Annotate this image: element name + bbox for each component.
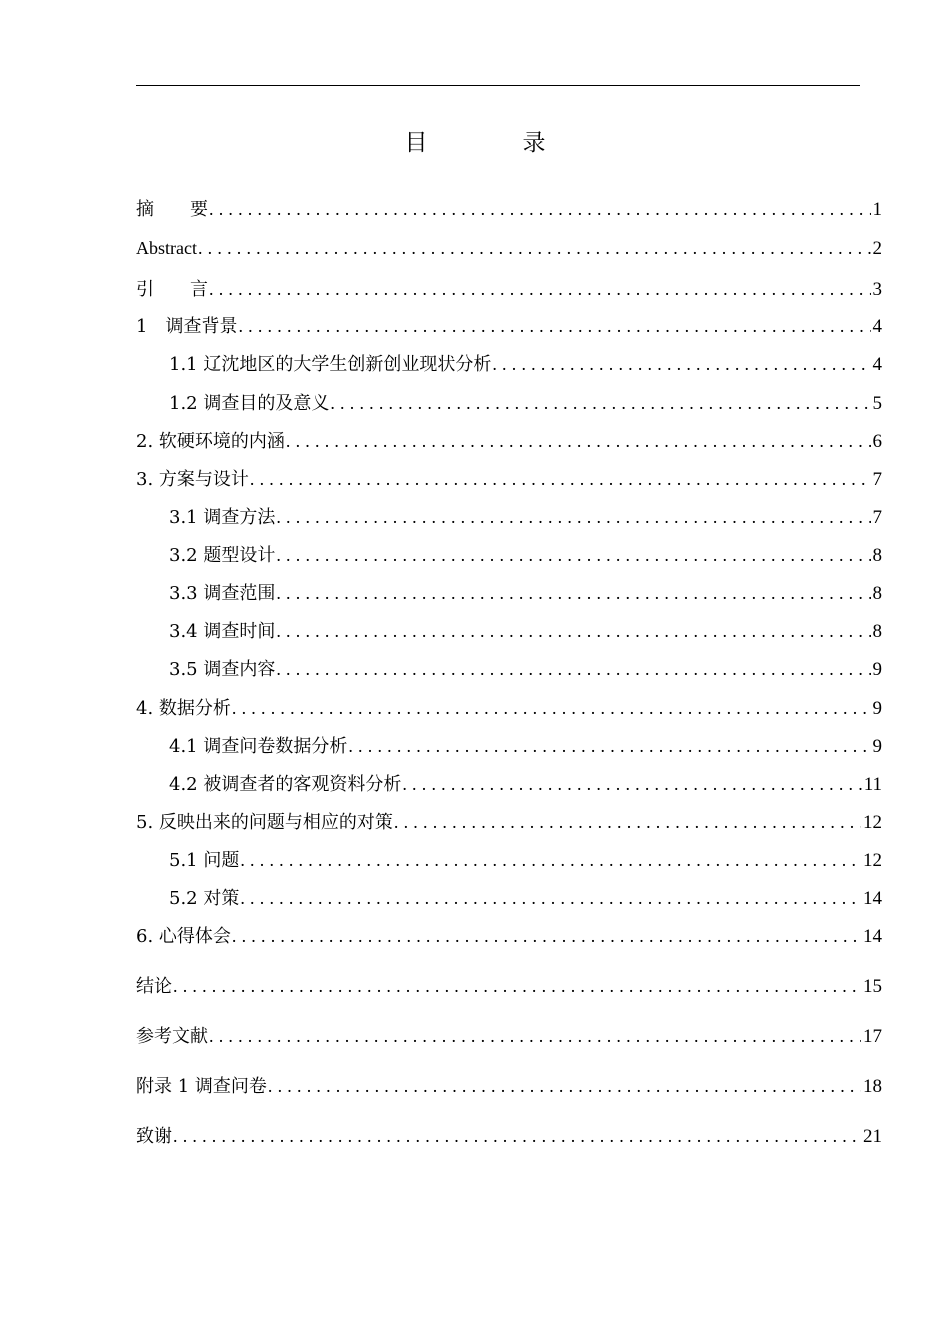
toc-entry-label: 结论 [136, 976, 172, 997]
toc-leader-dots [285, 428, 871, 454]
toc-entry[interactable] [136, 1073, 882, 1099]
toc-entry-label: 1 调查背景 [136, 316, 238, 337]
toc-entry-page-number: 7 [872, 507, 882, 528]
toc-entry[interactable] [169, 351, 882, 377]
toc-leader-dots [275, 580, 870, 606]
toc-entry-label: 1.1 辽沈地区的大学生创新创业现状分析 [169, 354, 492, 375]
toc-entry-label: 1.2 调查目的及意义 [169, 393, 330, 414]
toc-entry[interactable] [136, 196, 882, 222]
toc-leader-dots [231, 923, 861, 949]
toc-leader-dots [393, 809, 861, 835]
toc-leader-dots [275, 618, 870, 644]
toc-leader-dots [401, 771, 861, 797]
toc-leader-dots [275, 656, 870, 682]
toc-leader-dots [208, 196, 871, 222]
toc-entry-page-number: 9 [872, 698, 882, 719]
toc-entry-label: 2. 软硬环境的内涵 [136, 431, 285, 452]
toc-entry-label: 参考文献 [136, 1026, 208, 1047]
toc-entry-label: 3. 方案与设计 [136, 469, 249, 490]
toc-entry[interactable] [169, 618, 882, 644]
toc-entry-label: 3.1 调查方法 [169, 507, 276, 528]
toc-entry-page-number: 21 [863, 1126, 882, 1147]
toc-entry[interactable] [136, 1023, 882, 1049]
toc-entry-page-number: 5 [872, 393, 882, 414]
toc-leader-dots [267, 1073, 861, 1099]
toc-entry-page-number: 4 [872, 354, 882, 375]
toc-entry[interactable] [136, 695, 882, 721]
toc-entry-page-number: 11 [863, 774, 882, 795]
toc-entry-page-number: 8 [872, 621, 882, 642]
toc-entry-page-number: 17 [863, 1026, 882, 1047]
toc-entry[interactable] [169, 504, 882, 530]
toc-entry[interactable] [169, 542, 882, 568]
toc-entry-page-number: 6 [872, 431, 882, 452]
toc-entry-page-number: 2 [872, 238, 882, 259]
toc-entry-page-number: 8 [872, 583, 882, 604]
toc-entry[interactable] [136, 809, 882, 835]
toc-leader-dots [208, 276, 871, 302]
toc-entry-page-number: 9 [872, 659, 882, 680]
toc-leader-dots [208, 1023, 861, 1049]
toc-entry-label: 致谢 [136, 1126, 172, 1147]
toc-leader-dots [275, 504, 870, 530]
toc-entry[interactable] [136, 428, 882, 454]
toc-entry-page-number: 14 [863, 888, 882, 909]
toc-entry[interactable] [169, 771, 882, 797]
toc-entry[interactable] [169, 847, 882, 873]
toc-leader-dots [231, 695, 871, 721]
toc-entry-label: 引 言 [136, 279, 208, 300]
toc-entry-label: 3.4 调查时间 [169, 621, 276, 642]
toc-entry[interactable] [136, 973, 882, 999]
toc-leader-dots [239, 847, 861, 873]
toc-entry-label: 6. 心得体会 [136, 926, 231, 947]
toc-entry-page-number: 9 [872, 736, 882, 757]
toc-entry-page-number: 15 [863, 976, 882, 997]
toc-leader-dots [172, 1123, 861, 1149]
toc-entry-page-number: 12 [863, 850, 882, 871]
toc-entry-label: 3.3 调查范围 [169, 583, 276, 604]
toc-leader-dots [491, 351, 870, 377]
toc-entry-page-number: 3 [872, 279, 882, 300]
toc-entry-label: 4.2 被调查者的客观资料分析 [169, 774, 402, 795]
toc-leader-dots [329, 390, 870, 416]
header-rule [136, 85, 860, 86]
toc-leader-dots [237, 313, 870, 339]
toc-entry-label: Abstract [136, 238, 197, 258]
toc-entry-label: 附录 1 调查问卷 [136, 1076, 267, 1097]
toc-leader-dots [275, 542, 870, 568]
toc-entry[interactable] [136, 1123, 882, 1149]
toc-entry[interactable] [169, 733, 882, 759]
toc-entry[interactable] [136, 923, 882, 949]
toc-leader-dots [172, 973, 861, 999]
toc-entry-label: 5.1 问题 [169, 850, 240, 871]
toc-entry[interactable] [136, 276, 882, 302]
toc-entry[interactable] [136, 235, 882, 261]
toc-entry-page-number: 18 [863, 1076, 882, 1097]
toc-entry-page-number: 4 [872, 316, 882, 337]
page-title: 目 录 [404, 130, 582, 156]
toc-entry[interactable] [136, 466, 882, 492]
toc-entry-page-number: 12 [863, 812, 882, 833]
toc-leader-dots [347, 733, 870, 759]
toc-entry-page-number: 1 [872, 199, 882, 220]
toc-entry-label: 4.1 调查问卷数据分析 [169, 736, 348, 757]
toc-entry-label: 5. 反映出来的问题与相应的对策 [136, 812, 393, 833]
toc-entry-page-number: 8 [872, 545, 882, 566]
toc-leader-dots [249, 466, 871, 492]
toc-entry-label: 摘 要 [136, 199, 208, 220]
toc-entry-label: 5.2 对策 [169, 888, 240, 909]
toc-leader-dots [197, 235, 871, 261]
toc-entry-label: 3.5 调查内容 [169, 659, 276, 680]
toc-entry-label: 3.2 题型设计 [169, 545, 276, 566]
toc-entry-label: 4. 数据分析 [136, 698, 231, 719]
toc-entry[interactable] [169, 390, 882, 416]
toc-entry[interactable] [136, 313, 882, 339]
toc-entry-page-number: 7 [872, 469, 882, 490]
toc-entry[interactable] [169, 580, 882, 606]
toc-leader-dots [239, 885, 861, 911]
toc-entry-page-number: 14 [863, 926, 882, 947]
toc-entry[interactable] [169, 885, 882, 911]
toc-entry[interactable] [169, 656, 882, 682]
